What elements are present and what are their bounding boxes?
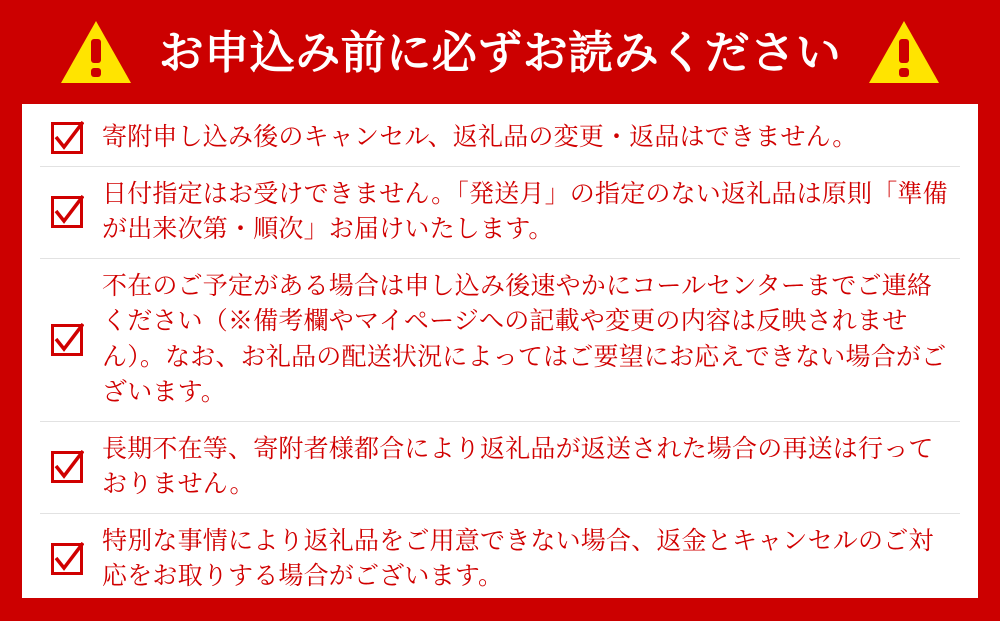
list-item-text: 不在のご予定がある場合は申し込み後速やかにコールセンターまでご連絡ください（※備考欄やマイページへの記載や変更の内容は反映されません）。なお、お礼品の配送状況によってはご要望にお応えできない場合がございます。 bbox=[102, 271, 947, 406]
checkbox-checked-icon bbox=[50, 121, 84, 155]
checkbox-checked-icon bbox=[50, 323, 84, 357]
list-item-text: 寄附申し込み後のキャンセル、返礼品の変更・返品はできません。 bbox=[102, 123, 858, 151]
notice-list bbox=[40, 110, 960, 592]
checkbox-checked-icon bbox=[50, 542, 84, 576]
notice-card bbox=[22, 104, 978, 598]
checkbox-checked-icon bbox=[50, 450, 84, 484]
list-item bbox=[40, 110, 960, 167]
banner-header bbox=[0, 0, 1000, 104]
list-item bbox=[40, 167, 960, 259]
list-item bbox=[40, 422, 960, 514]
list-item-text: 長期不在等、寄附者様都合により返礼品が返送された場合の再送は行っておりません。 bbox=[102, 434, 934, 498]
list-item bbox=[40, 259, 960, 422]
list-item-text: 特別な事情により返礼品をご用意できない場合、返金とキャンセルのご対応をお取りする場合がございます。 bbox=[102, 526, 934, 590]
warning-triangle-icon bbox=[867, 19, 941, 85]
page-title: お申込み前に必ずお読みください bbox=[158, 26, 842, 78]
warning-triangle-icon bbox=[59, 19, 133, 85]
checkbox-checked-icon bbox=[50, 195, 84, 229]
list-item bbox=[40, 514, 960, 605]
list-item-text: 日付指定はお受けできません。「発送月」の指定のない返礼品は原則「準備が出来次第・順次」お届けいたします。 bbox=[102, 179, 948, 243]
